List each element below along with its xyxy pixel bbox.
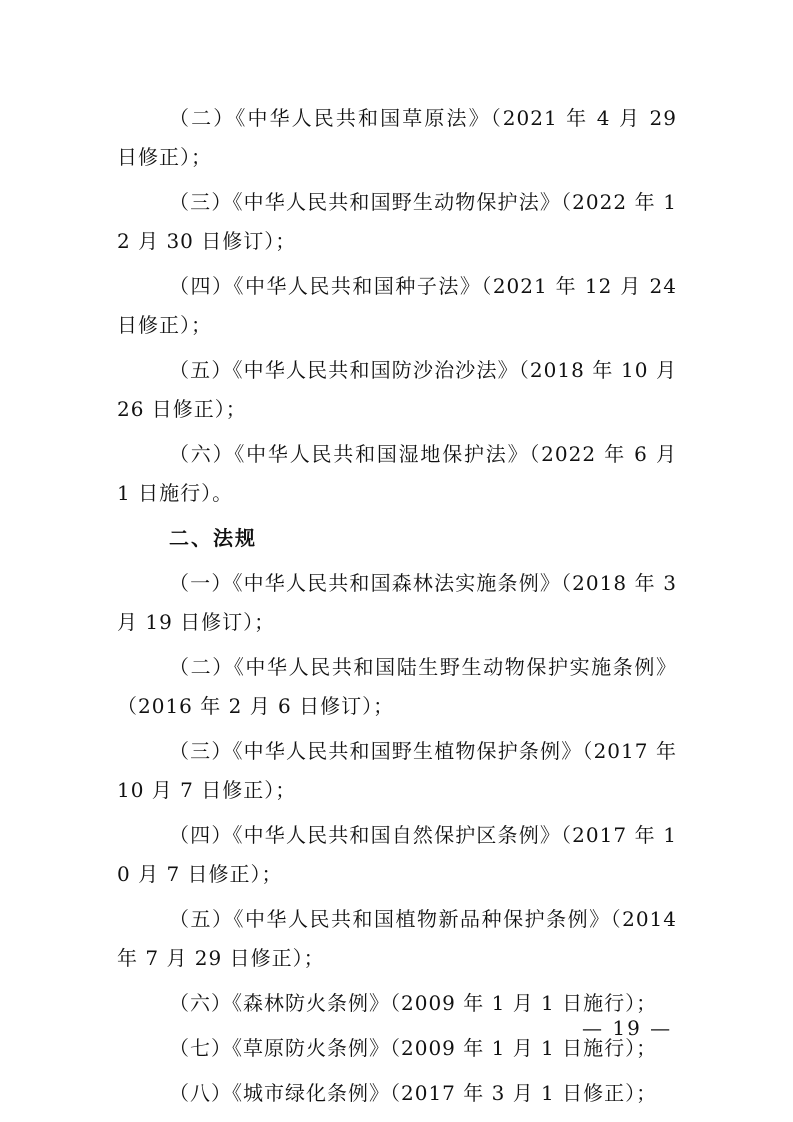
- regulation-item-urban-greening: （八）《城市绿化条例》（2017 年 3 月 1 日修正）；: [169, 1081, 658, 1105]
- regulation-item-plant-varieties: （五）《中华人民共和国植物新品种保护条例》（2014 年 7 月 29 日修正）；: [117, 907, 677, 970]
- document-body: [117, 99, 677, 1119]
- page-number: — 19 —: [582, 1016, 673, 1040]
- regulation-item-terrestrial-wildlife: （二）《中华人民共和国陆生野生动物保护实施条例》（2016 年 2 月 6 日修订）；: [117, 655, 677, 718]
- law-item-desertification: （五）《中华人民共和国防沙治沙法》（2018 年 10 月 26 日修正）；: [117, 358, 677, 421]
- law-item-seed: （四）《中华人民共和国种子法》（2021 年 12 月 24 日修正）；: [117, 274, 677, 337]
- regulation-item-forest-fire: （六）《森林防火条例》（2009 年 1 月 1 日施行）；: [169, 991, 658, 1015]
- regulation-item-forest-law-implementation: （一）《中华人民共和国森林法实施条例》（2018 年 3 月 19 日修订）；: [117, 571, 677, 634]
- regulation-item-grassland-fire: （七）《草原防火条例》（2009 年 1 月 1 日施行）；: [169, 1036, 658, 1060]
- law-item-wetland: （六）《中华人民共和国湿地保护法》（2022 年 6 月 1 日施行）。: [117, 442, 677, 505]
- regulation-item-nature-reserves: （四）《中华人民共和国自然保护区条例》（2017 年 10 月 7 日修正）；: [117, 823, 677, 886]
- law-item-grassland: （二）《中华人民共和国草原法》（2021 年 4 月 29 日修正）；: [117, 106, 677, 169]
- law-item-wildlife-protection: （三）《中华人民共和国野生动物保护法》（2022 年 12 月 30 日修订）；: [117, 190, 677, 253]
- regulation-item-wild-plants: （三）《中华人民共和国野生植物保护条例》（2017 年 10 月 7 日修正）；: [117, 739, 677, 802]
- section-heading-regulations: 二、法规: [169, 526, 257, 550]
